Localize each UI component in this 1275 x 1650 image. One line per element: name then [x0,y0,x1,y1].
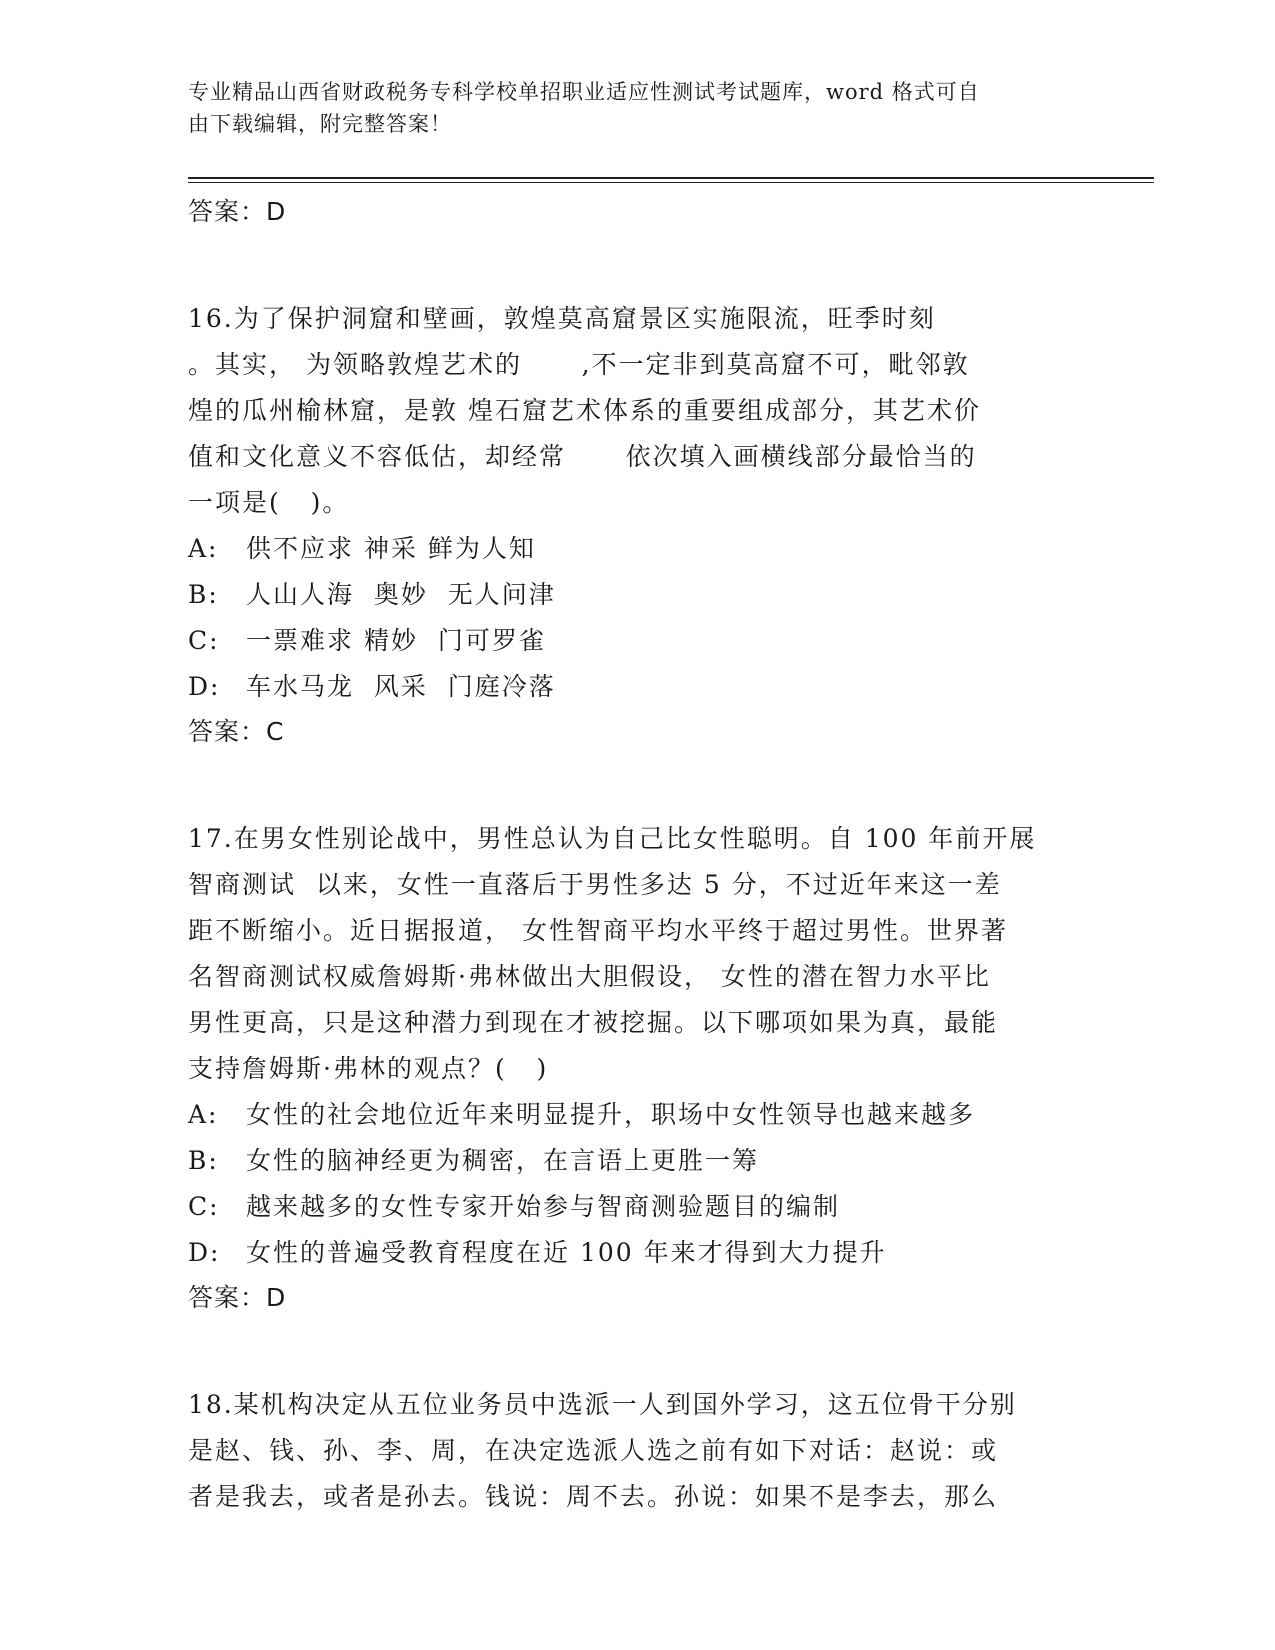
option-key: D: [188,672,221,701]
option-key: A: [188,534,219,563]
option-text: 女性的社会地位近年来明显提升，职场中女性领导也越来越多 [246,1100,976,1129]
option-text: 供不应求 神采 鲜为人知 [246,534,536,563]
option-a [188,526,1088,572]
question-17 [188,816,1088,1320]
option-key: B: [188,1146,219,1175]
question-text-line: 一项是( )。 [188,488,350,517]
option-text: 越来越多的女性专家开始参与智商测验题目的编制 [246,1192,841,1221]
option-a [188,1092,1088,1138]
option-b [188,572,1088,618]
previous-answer: 答案：D [188,197,287,226]
option-key: C: [188,1192,220,1221]
option-key: A: [188,1100,219,1129]
question-text-line: 距不断缩小。近日据报道， 女性智商平均水平终于超过男性。世界著 [188,916,1008,945]
option-d [188,1230,1088,1276]
option-text: 女性的普遍受教育程度在近 100 年来才得到大力提升 [246,1238,887,1267]
answer-label: 答案：D [188,1283,287,1312]
header-line-2: 由下载编辑，附完整答案！ [188,112,452,136]
question-text-line: 名智商测试权威詹姆斯·弗林做出大胆假设， 女性的潜在智力水平比 [188,962,991,991]
option-key: D: [188,1238,221,1267]
option-text: 一票难求 精妙 门可罗雀 [246,626,546,655]
question-text-line: 者是我去，或者是孙去。钱说：周不去。孙说：如果不是李去，那么 [188,1482,999,1511]
option-d [188,664,1088,710]
header-line-1: 专业精品山西省财政税务专科学校单招职业适应性测试考试题库，word 格式可自 [188,80,980,104]
header-rule-thick [188,177,1154,179]
question-text-line: 是赵、钱、孙、李、周，在决定选派人选之前有如下对话：赵说：或 [188,1436,999,1465]
question-text-line: 17.在男女性别论战中，男性总认为自己比女性聪明。自 100 年前开展 [188,824,1037,853]
page-header [188,76,1068,140]
option-c [188,1184,1088,1230]
option-key: C: [188,626,220,655]
question-list [188,190,1088,1520]
question-text-line: 智商测试 以来，女性一直落后于男性多达 5 分，不过近年来这一差 [188,870,1002,899]
answer-label: 答案：C [188,717,285,746]
question-text-line: 煌的瓜州榆林窟，是敦 煌石窟艺术体系的重要组成部分，其艺术价 [188,396,981,425]
question-16 [188,296,1088,754]
option-text: 车水马龙 风采 门庭冷落 [246,672,556,701]
question-text-line: 男性更高，只是这种潜力到现在才被挖掘。以下哪项如果为真，最能 [188,1008,999,1037]
question-text-line: 值和文化意义不容低估，却经常 依次填入画横线部分最恰当的 [188,442,977,471]
option-key: B: [188,580,219,609]
question-text-line: 16.为了保护洞窟和壁画，敦煌莫高窟景区实施限流，旺季时刻 [188,304,936,333]
option-text: 女性的脑神经更为稠密，在言语上更胜一筹 [246,1146,760,1175]
question-text-line: 支持詹姆斯·弗林的观点？( ) [188,1054,549,1083]
question-text-line: 18.某机构决定从五位业务员中选派一人到国外学习，这五位骨干分别 [188,1390,1017,1419]
option-text: 人山人海 奥妙 无人问津 [246,580,556,609]
header-rule-thin [188,182,1154,183]
question-18 [188,1382,1088,1520]
question-text-line: 。其实， 为领略敦煌艺术的 ,不一定非到莫高窟不可，毗邻敦 [188,350,970,379]
option-b [188,1138,1088,1184]
option-c [188,618,1088,664]
